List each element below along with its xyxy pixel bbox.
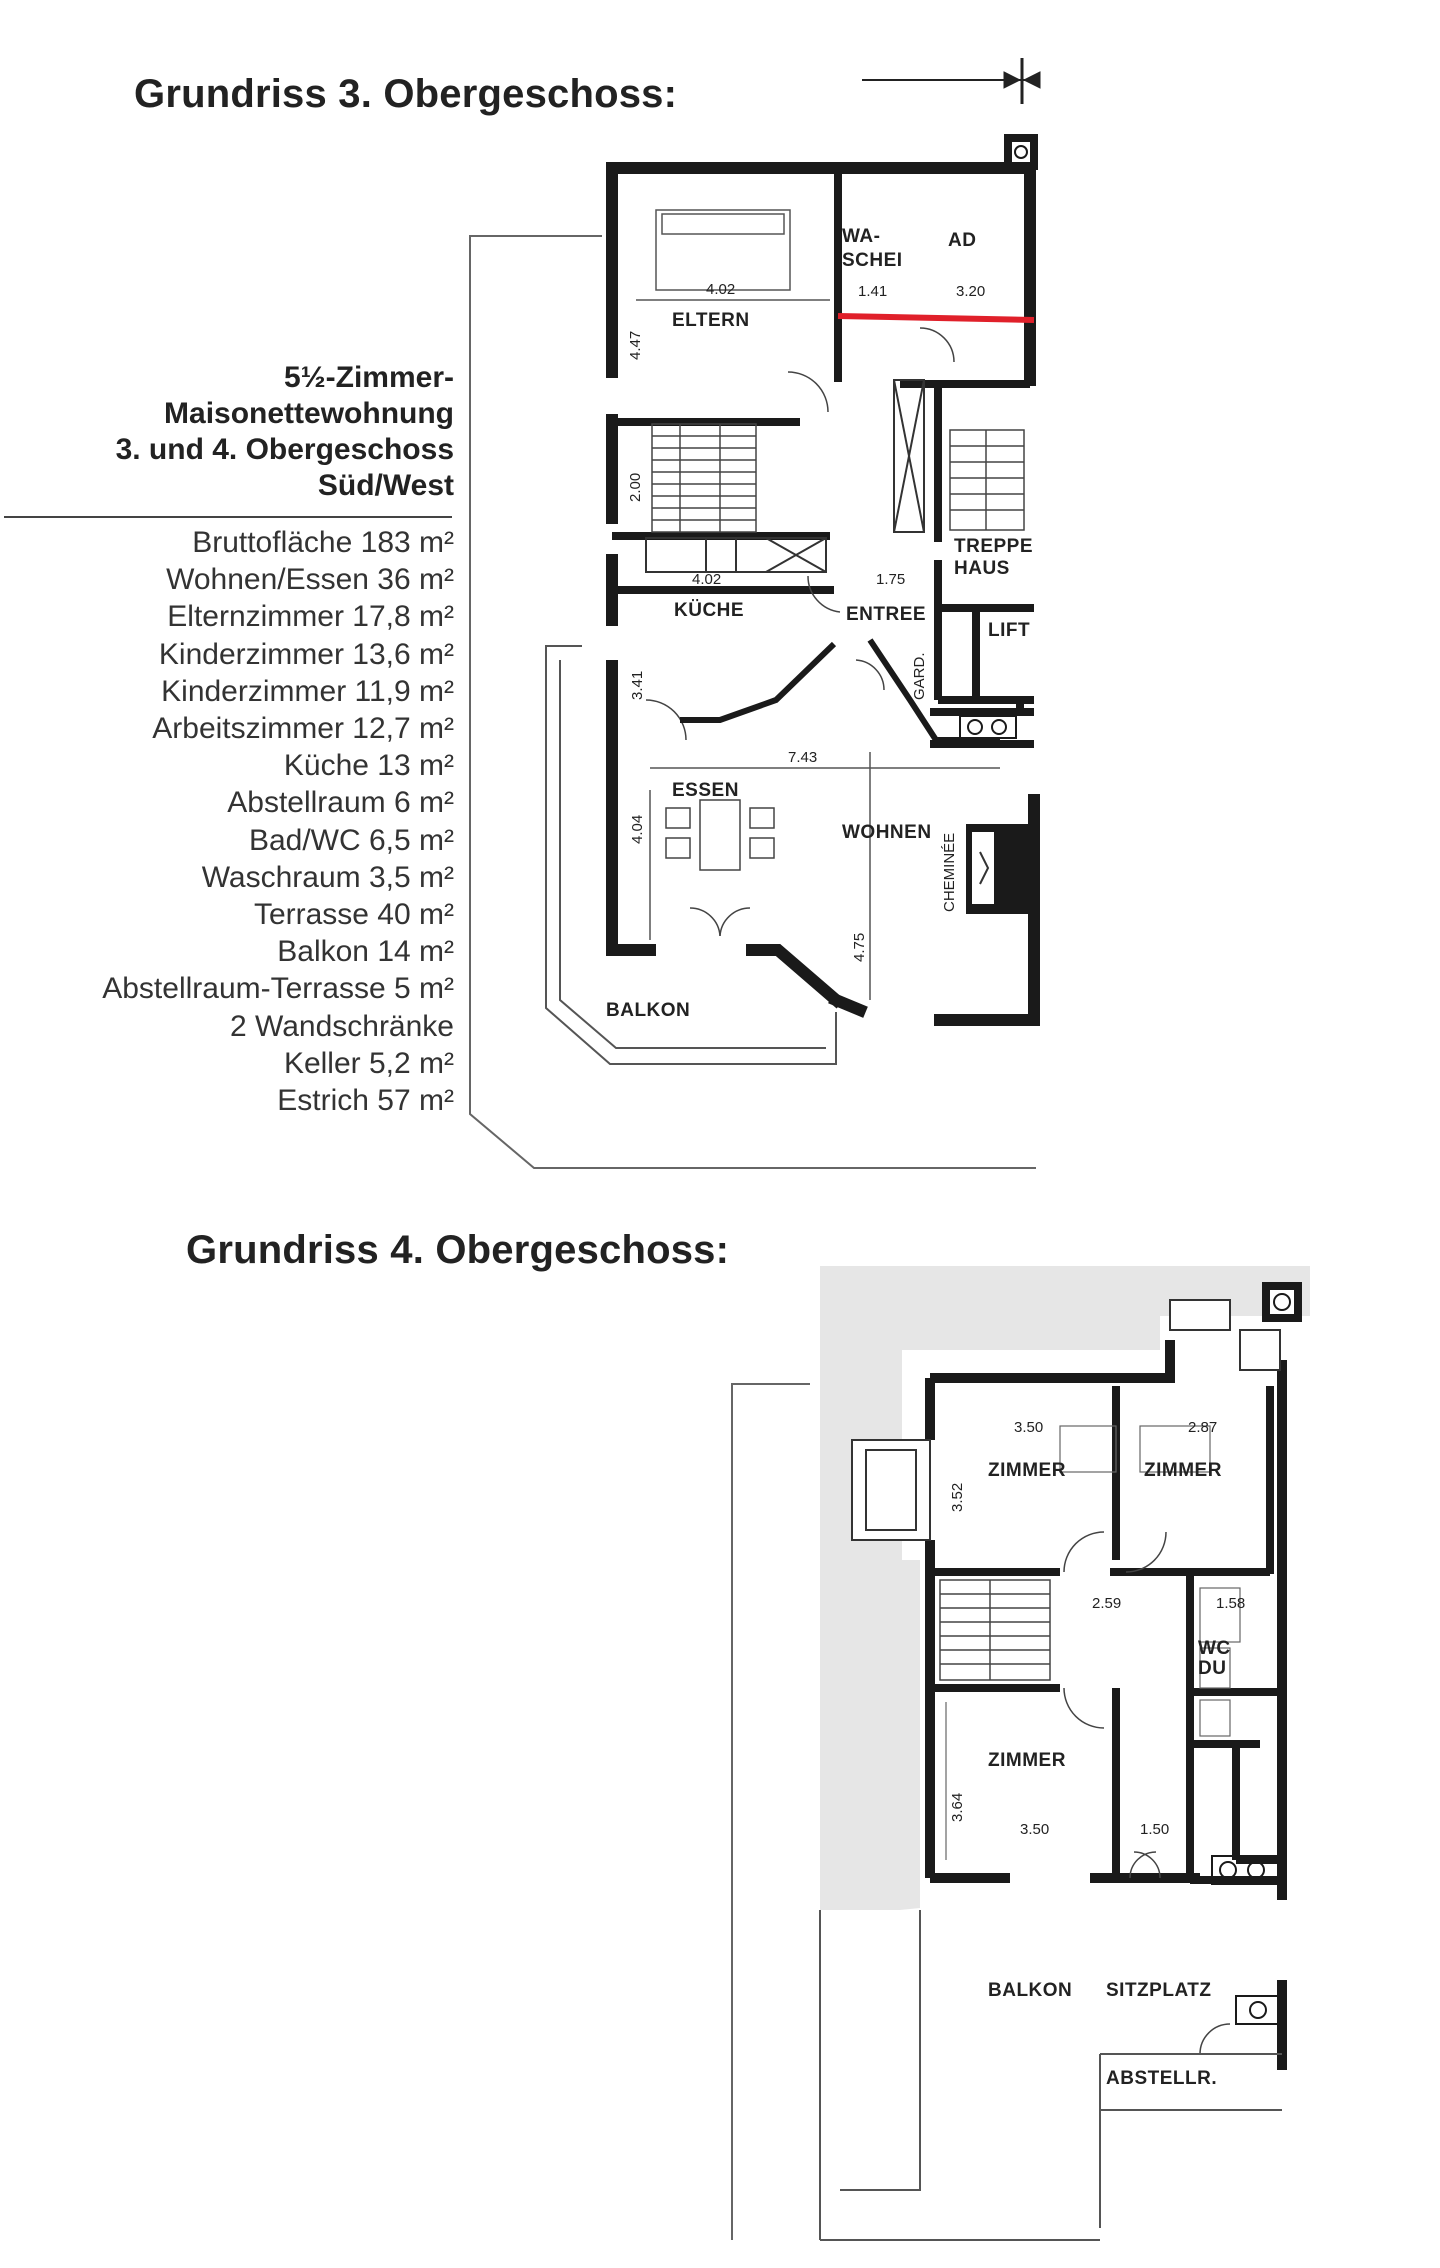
dimension-label: 1.50 bbox=[1140, 1821, 1170, 1838]
outer-walls bbox=[930, 1340, 1282, 2070]
dimension-label: 3.64 bbox=[949, 1792, 966, 1822]
area-item: 2 Wandschränke bbox=[229, 1009, 454, 1043]
room-label: TREPPE bbox=[954, 536, 1034, 557]
shaft-plan3 bbox=[960, 716, 1016, 738]
dimension-label: 1.58 bbox=[1216, 1595, 1246, 1612]
room-label: ENTREE bbox=[846, 604, 927, 625]
room-label: ZIMMER bbox=[988, 1750, 1066, 1771]
balkon-outline bbox=[546, 646, 836, 1064]
room-label: ABSTELLR. bbox=[1106, 2068, 1218, 2089]
room-label: WOHNEN bbox=[842, 822, 932, 843]
area-item: Kinderzimmer 11,9 m² bbox=[161, 674, 454, 708]
area-item: Bruttofläche 183 m² bbox=[192, 526, 454, 559]
unit-title-line: 3. und 4. Obergeschoss bbox=[115, 433, 454, 466]
room-label: BALKON bbox=[988, 1980, 1073, 2001]
room-label: ZIMMER bbox=[1144, 1460, 1222, 1481]
diagonal-walls bbox=[680, 640, 1000, 740]
dimension-label: 4.75 bbox=[851, 932, 868, 962]
room-label: ELTERN bbox=[672, 310, 750, 331]
dimension-label: 3.41 bbox=[629, 670, 646, 700]
guide-lines bbox=[732, 1384, 810, 2240]
area-item: Abstellraum 6 m² bbox=[227, 786, 454, 820]
room-label: CHEMINÉE bbox=[941, 832, 958, 912]
dimension-label: 4.04 bbox=[629, 814, 646, 844]
unit-title-line: 5½-Zimmer- bbox=[283, 361, 454, 394]
room-label: HAUS bbox=[954, 558, 1010, 579]
unit-title-line: Maisonettewohnung bbox=[164, 397, 454, 430]
area-item: Kinderzimmer 13,6 m² bbox=[158, 637, 454, 671]
area-item: Abstellraum-Terrasse 5 m² bbox=[102, 972, 454, 1006]
plan-3-heading: Grundriss 3. Obergeschoss: bbox=[134, 72, 678, 116]
doors-plan4 bbox=[1064, 1532, 1230, 2054]
area-item: Estrich 57 m² bbox=[277, 1084, 454, 1118]
unit-title-line: Süd/West bbox=[317, 469, 454, 502]
plan-3-drawing bbox=[470, 58, 1040, 1168]
dimension-label: 3.50 bbox=[1020, 1821, 1050, 1838]
plan-4-heading: Grundriss 4. Obergeschoss: bbox=[186, 1228, 730, 1272]
dimension-label: 1.41 bbox=[858, 283, 888, 300]
kitchen-counter bbox=[646, 380, 924, 572]
stairs-plan3 bbox=[652, 424, 1024, 532]
area-item: Terrasse 40 m² bbox=[253, 898, 454, 932]
room-label: SCHEI bbox=[842, 250, 903, 271]
dimension-label: 3.52 bbox=[949, 1482, 966, 1512]
area-item: Wohnen/Essen 36 m² bbox=[166, 563, 454, 597]
room-label: WA- bbox=[842, 226, 881, 247]
room-label: GARD. bbox=[911, 652, 928, 700]
room-label: KÜCHE bbox=[674, 600, 745, 621]
area-item: Keller 5,2 m² bbox=[283, 1046, 454, 1080]
room-label: LIFT bbox=[988, 620, 1031, 641]
dimension-label: 4.02 bbox=[706, 281, 736, 298]
room-label: AD bbox=[948, 230, 977, 251]
chimney-icon bbox=[1262, 1282, 1302, 1322]
stairs-plan4 bbox=[940, 1580, 1050, 1680]
dimension-label: 1.75 bbox=[876, 571, 906, 588]
room-label: WC bbox=[1198, 1638, 1231, 1659]
area-item: Balkon 14 m² bbox=[277, 935, 454, 969]
dimension-label: 7.43 bbox=[788, 749, 818, 766]
plan-4-drawing bbox=[732, 1266, 1310, 2240]
inner-walls bbox=[930, 1386, 1282, 1880]
room-label: DU bbox=[1198, 1658, 1227, 1679]
dimension-label: 3.50 bbox=[1014, 1419, 1044, 1436]
area-item: Elternzimmer 17,8 m² bbox=[167, 600, 454, 634]
dimension-label: 2.00 bbox=[627, 472, 644, 502]
section-marker-icon bbox=[862, 58, 1040, 104]
room-label: ESSEN bbox=[672, 780, 739, 801]
dimension-label: 2.87 bbox=[1188, 1419, 1218, 1436]
fireplace-icon bbox=[966, 824, 1030, 914]
area-item: Bad/WC 6,5 m² bbox=[248, 823, 454, 857]
dimension-label: 3.20 bbox=[956, 283, 986, 300]
room-label: SITZPLATZ bbox=[1106, 1980, 1212, 2001]
dimension-label: 2.59 bbox=[1092, 1595, 1122, 1612]
dimension-label: 4.47 bbox=[627, 330, 644, 360]
room-label: ZIMMER bbox=[988, 1460, 1066, 1481]
area-item: Arbeitszimmer 12,7 m² bbox=[152, 712, 454, 746]
dimension-label: 4.02 bbox=[692, 571, 722, 588]
highlight-line bbox=[838, 316, 1034, 320]
dining-table-icon bbox=[666, 800, 774, 870]
area-item: Waschraum 3,5 m² bbox=[201, 860, 454, 894]
room-label: BALKON bbox=[606, 1000, 691, 1021]
area-item: Küche 13 m² bbox=[283, 749, 454, 783]
